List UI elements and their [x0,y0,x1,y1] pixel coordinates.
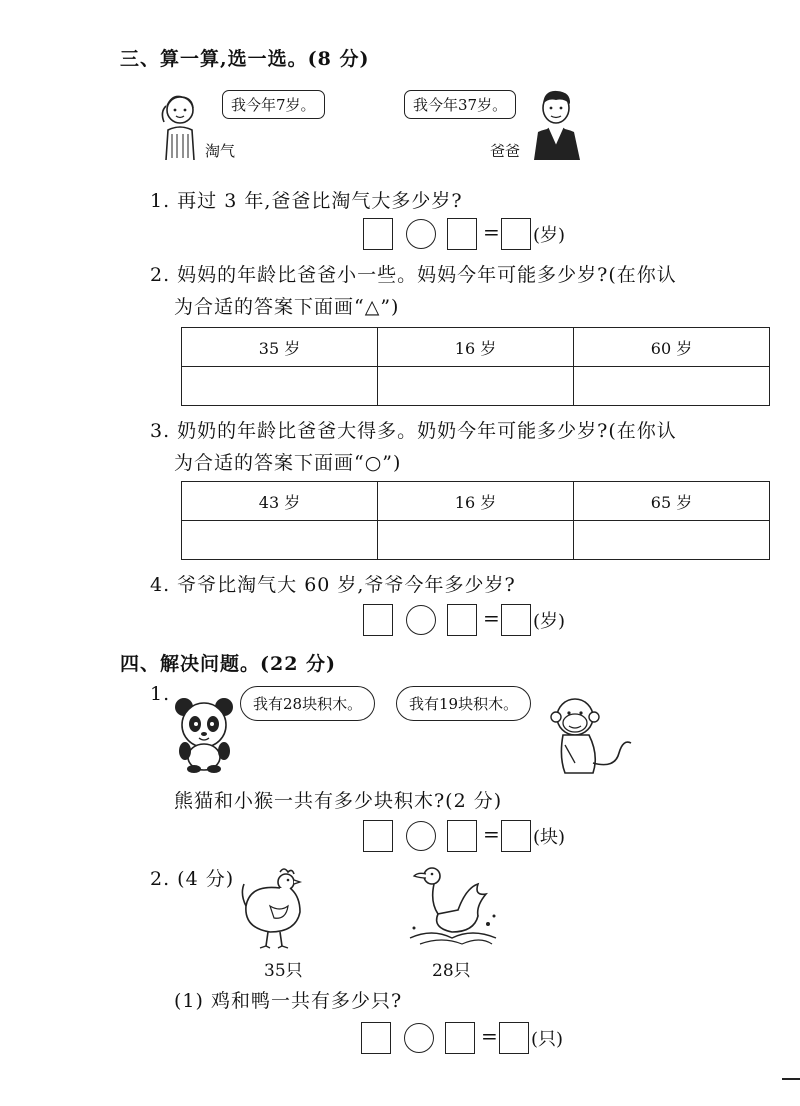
operator-circle[interactable] [406,219,436,249]
duck-count: 28只 [432,961,471,981]
result-box[interactable] [501,218,531,250]
unit-label: (块) [533,827,566,848]
answer-box[interactable] [363,218,393,250]
question-3-2-line1: 2. 妈妈的年龄比爸爸小一些。妈妈今年可能多少岁?(在你认 [150,264,677,286]
equals-sign: = [483,822,500,846]
baba-father-illustration [530,88,584,160]
answer-table-3-2 [181,327,770,406]
duck-illustration [402,866,502,950]
problem-4-1-question: 熊猫和小猴一共有多少块积木?(2 分) [174,790,503,812]
answer-box[interactable] [363,604,393,636]
page-edge-mark [782,1078,800,1080]
mark-cell[interactable] [574,367,770,406]
answer-table-3-3 [181,481,770,560]
equals-sign: = [483,220,500,244]
option-cell: 16 岁 [378,328,574,367]
option-cell: 65 岁 [574,482,770,521]
baba-label: 爸爸 [490,142,521,160]
equation-row-4-2-1 [361,1022,601,1056]
section-3-title: 三、算一算,选一选。(8 分) [120,48,370,70]
mark-cell[interactable] [182,367,378,406]
question-3-3-line1: 3. 奶奶的年龄比爸爸大得多。奶奶今年可能多少岁?(在你认 [150,420,677,442]
answer-box[interactable] [445,1022,475,1054]
result-box[interactable] [501,820,531,852]
operator-circle[interactable] [406,605,436,635]
unit-label: (只) [531,1029,564,1050]
result-box[interactable] [501,604,531,636]
problem-4-2-number-score: 2. (4 分) [150,868,235,890]
monkey-speech-cloud: 我有19块积木。 [396,686,531,721]
mark-cell[interactable] [378,521,574,560]
equation-row-4-1 [363,820,603,854]
equation-row-3-1 [363,218,603,252]
answer-box[interactable] [363,820,393,852]
equals-sign: = [481,1024,498,1048]
mark-cell[interactable] [574,521,770,560]
chicken-count: 35只 [264,961,303,981]
baba-speech-bubble: 我今年37岁。 [404,90,516,119]
option-cell: 16 岁 [378,482,574,521]
answer-box[interactable] [447,820,477,852]
equals-sign: = [483,606,500,630]
question-3-3-line2: 为合适的答案下面画“○”) [174,452,402,474]
taoqi-speech-bubble: 我今年7岁。 [222,90,325,119]
chicken-illustration [240,866,314,950]
question-3-1-text: 1. 再过 3 年,爸爸比淘气大多少岁? [150,190,463,212]
problem-4-2-sub1: (1) 鸡和鸭一共有多少只? [174,990,403,1012]
taoqi-boy-illustration [158,92,202,160]
taoqi-label: 淘气 [205,142,236,160]
monkey-illustration [545,693,631,777]
option-cell: 43 岁 [182,482,378,521]
question-3-2-line2: 为合适的答案下面画“△”) [174,296,400,318]
option-cell: 60 岁 [574,328,770,367]
panda-speech-cloud: 我有28块积木。 [240,686,375,721]
panda-illustration [172,695,238,773]
section-4-title: 四、解决问题。(22 分) [120,653,337,675]
operator-circle[interactable] [404,1023,434,1053]
problem-4-1-number: 1. [150,683,171,705]
operator-circle[interactable] [406,821,436,851]
mark-cell[interactable] [378,367,574,406]
answer-box[interactable] [361,1022,391,1054]
answer-box[interactable] [447,604,477,636]
unit-label: (岁) [533,225,566,246]
result-box[interactable] [499,1022,529,1054]
option-cell: 35 岁 [182,328,378,367]
answer-box[interactable] [447,218,477,250]
mark-cell[interactable] [182,521,378,560]
equation-row-3-4 [363,604,603,638]
unit-label: (岁) [533,611,566,632]
question-3-4-text: 4. 爷爷比淘气大 60 岁,爷爷今年多少岁? [150,574,516,596]
